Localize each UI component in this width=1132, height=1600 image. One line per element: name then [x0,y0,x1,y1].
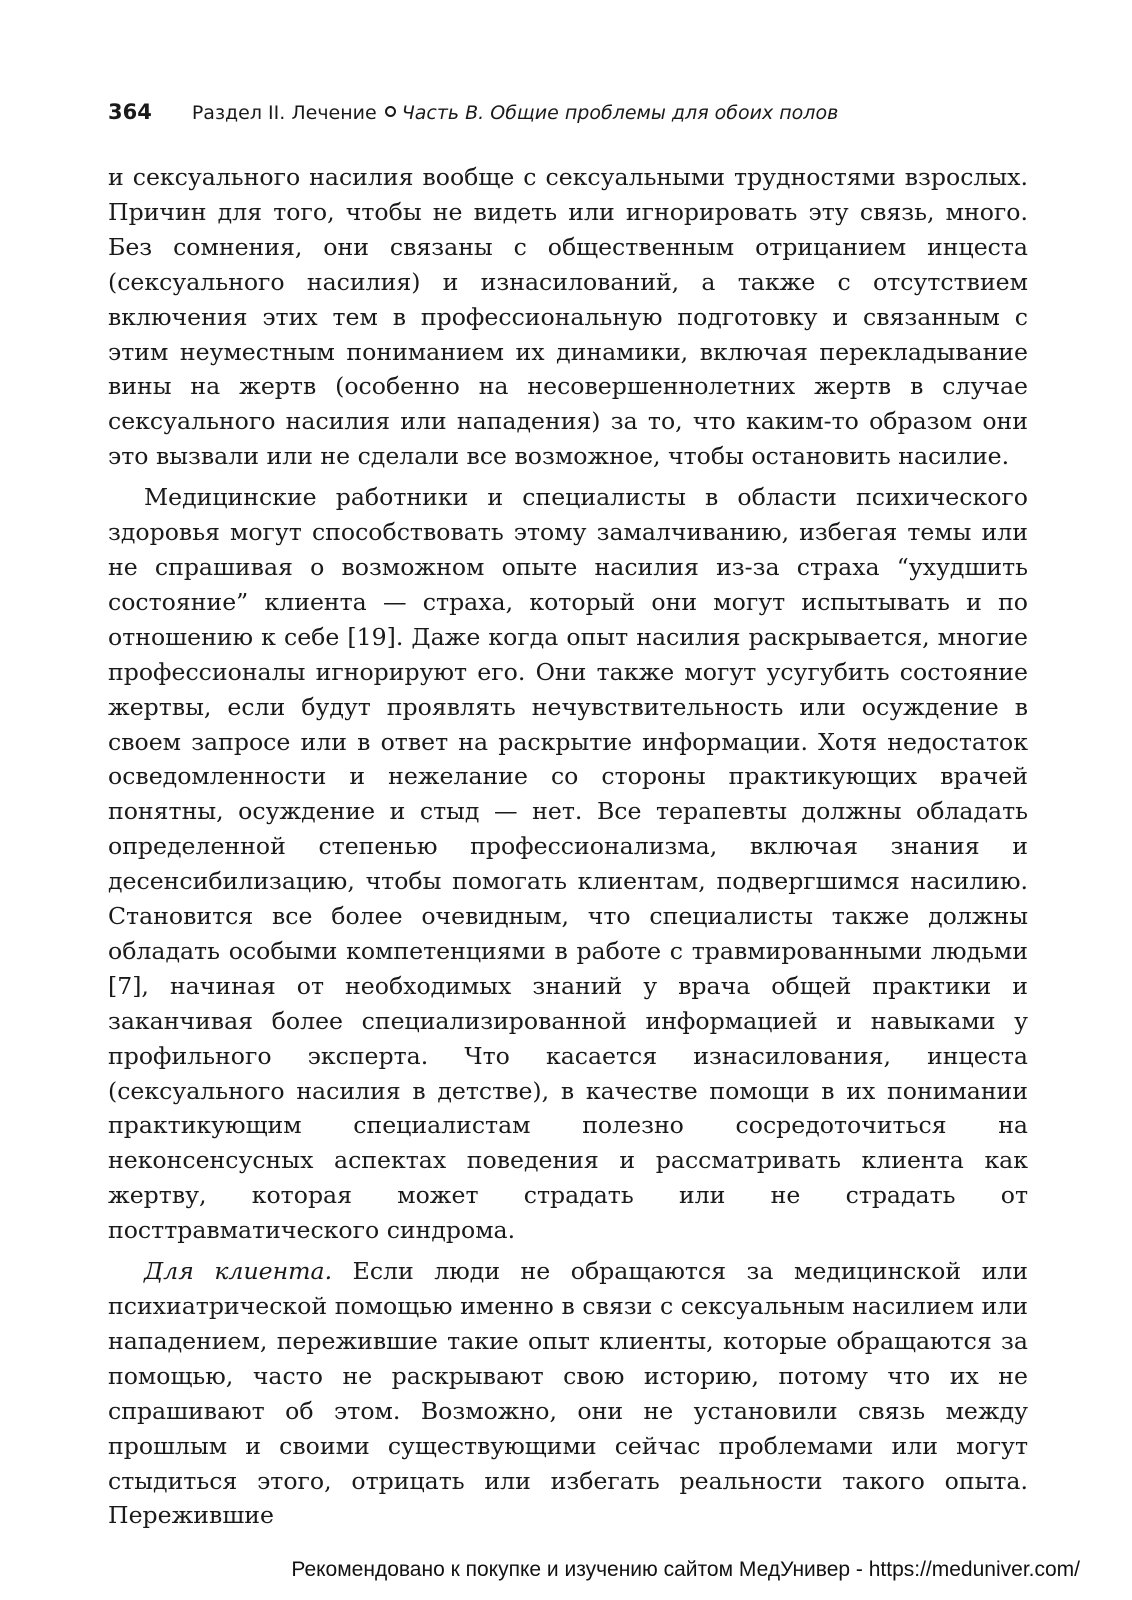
part-title: Часть B. Общие проблемы для обоих полов [401,102,839,124]
paragraph-2 [108,480,1028,1248]
section-title: Раздел II. Лечение [191,102,377,124]
paragraph-3-lead: Для клиента. [144,1257,333,1286]
bullet-separator-icon [385,106,396,117]
footer-watermark: Рекомендовано к покупке и изучению сайтом МедУнивер - https://meduniver.com/ [291,1558,1080,1581]
paragraph-3-text: Если люди не обращаются за медицинской или психиатрической помощью именно в связи с сексуальным насилием или нападением, пережившие такие опыт клиенты, которые обращаются за помощью, часто не раскрывают свою историю, потому что их не спрашивают об этом. Возможно, они не установили связь между прошлым и своими существующими сейчас проблемами или могут стыдиться этого, отрицать или избегать реальности такого опыта. Пережившие [108,1257,1029,1530]
main-text [108,160,1028,1533]
running-header [108,100,1028,134]
paragraph-1 [108,160,1028,474]
paragraph-2-text: Медицинские работники и специалисты в области психического здоровья могут способствовать этому замалчиванию, избегая темы или не спрашивая о возможном опыте насилия из-за страха “ухудшить состояние” клиента — страха, который они могут испытывать и по отношению к себе [19]. Даже когда опыт насилия раскрывается, многие профессионалы игнорируют его. Они также могут усугубить состояние жертвы, если будут проявлять нечувствительность или осуждение в своем запросе или в ответ на раскрытие информации. Хотя недостаток осведомленности и нежелание со стороны практикующих врачей понятны, осуждение и стыд — нет. Все терапевты должны обладать определенной степенью профессионализма, включая знания и десенсибилизацию, чтобы помогать клиентам, подвергшимся насилию. Становится все более очевидным, что специалисты также должны обладать особыми компетенциями в работе с травмированными людьми [7], начиная от необходимых знаний у врача общей практики и заканчивая более специализированной информацией и навыками у профильного эксперта. Что касается изнасилования, инцеста (сексуального насилия в детстве), в качестве помощи в их понимании практикующим специалистам полезно сосредоточиться на неконсенсусных аспектах поведения и рассматривать клиента как жертву, которая может страдать или не страдать от посттравматического синдрома. [108,483,1028,1245]
paragraph-1-text: и сексуального насилия вообще с сексуальными трудностями взрослых. Причин для того, чтобы не видеть или игнорировать эту связь, много. Без сомнения, они связаны с общественным отрицанием инцеста (сексуального насилия) и изнасилований, а также с отсутствием включения этих тем в профессиональную подготовку и связанным с этим неуместным пониманием их динамики, включая перекладывание вины на жертв (особенно на несовершеннолетних жертв в случае сексуального насилия или нападения) за то, что каким-то образом они это вызвали или не сделали все возможное, чтобы остановить насилие. [108,163,1028,471]
paragraph-3 [108,1254,1028,1533]
page-number: 364 [108,100,152,124]
